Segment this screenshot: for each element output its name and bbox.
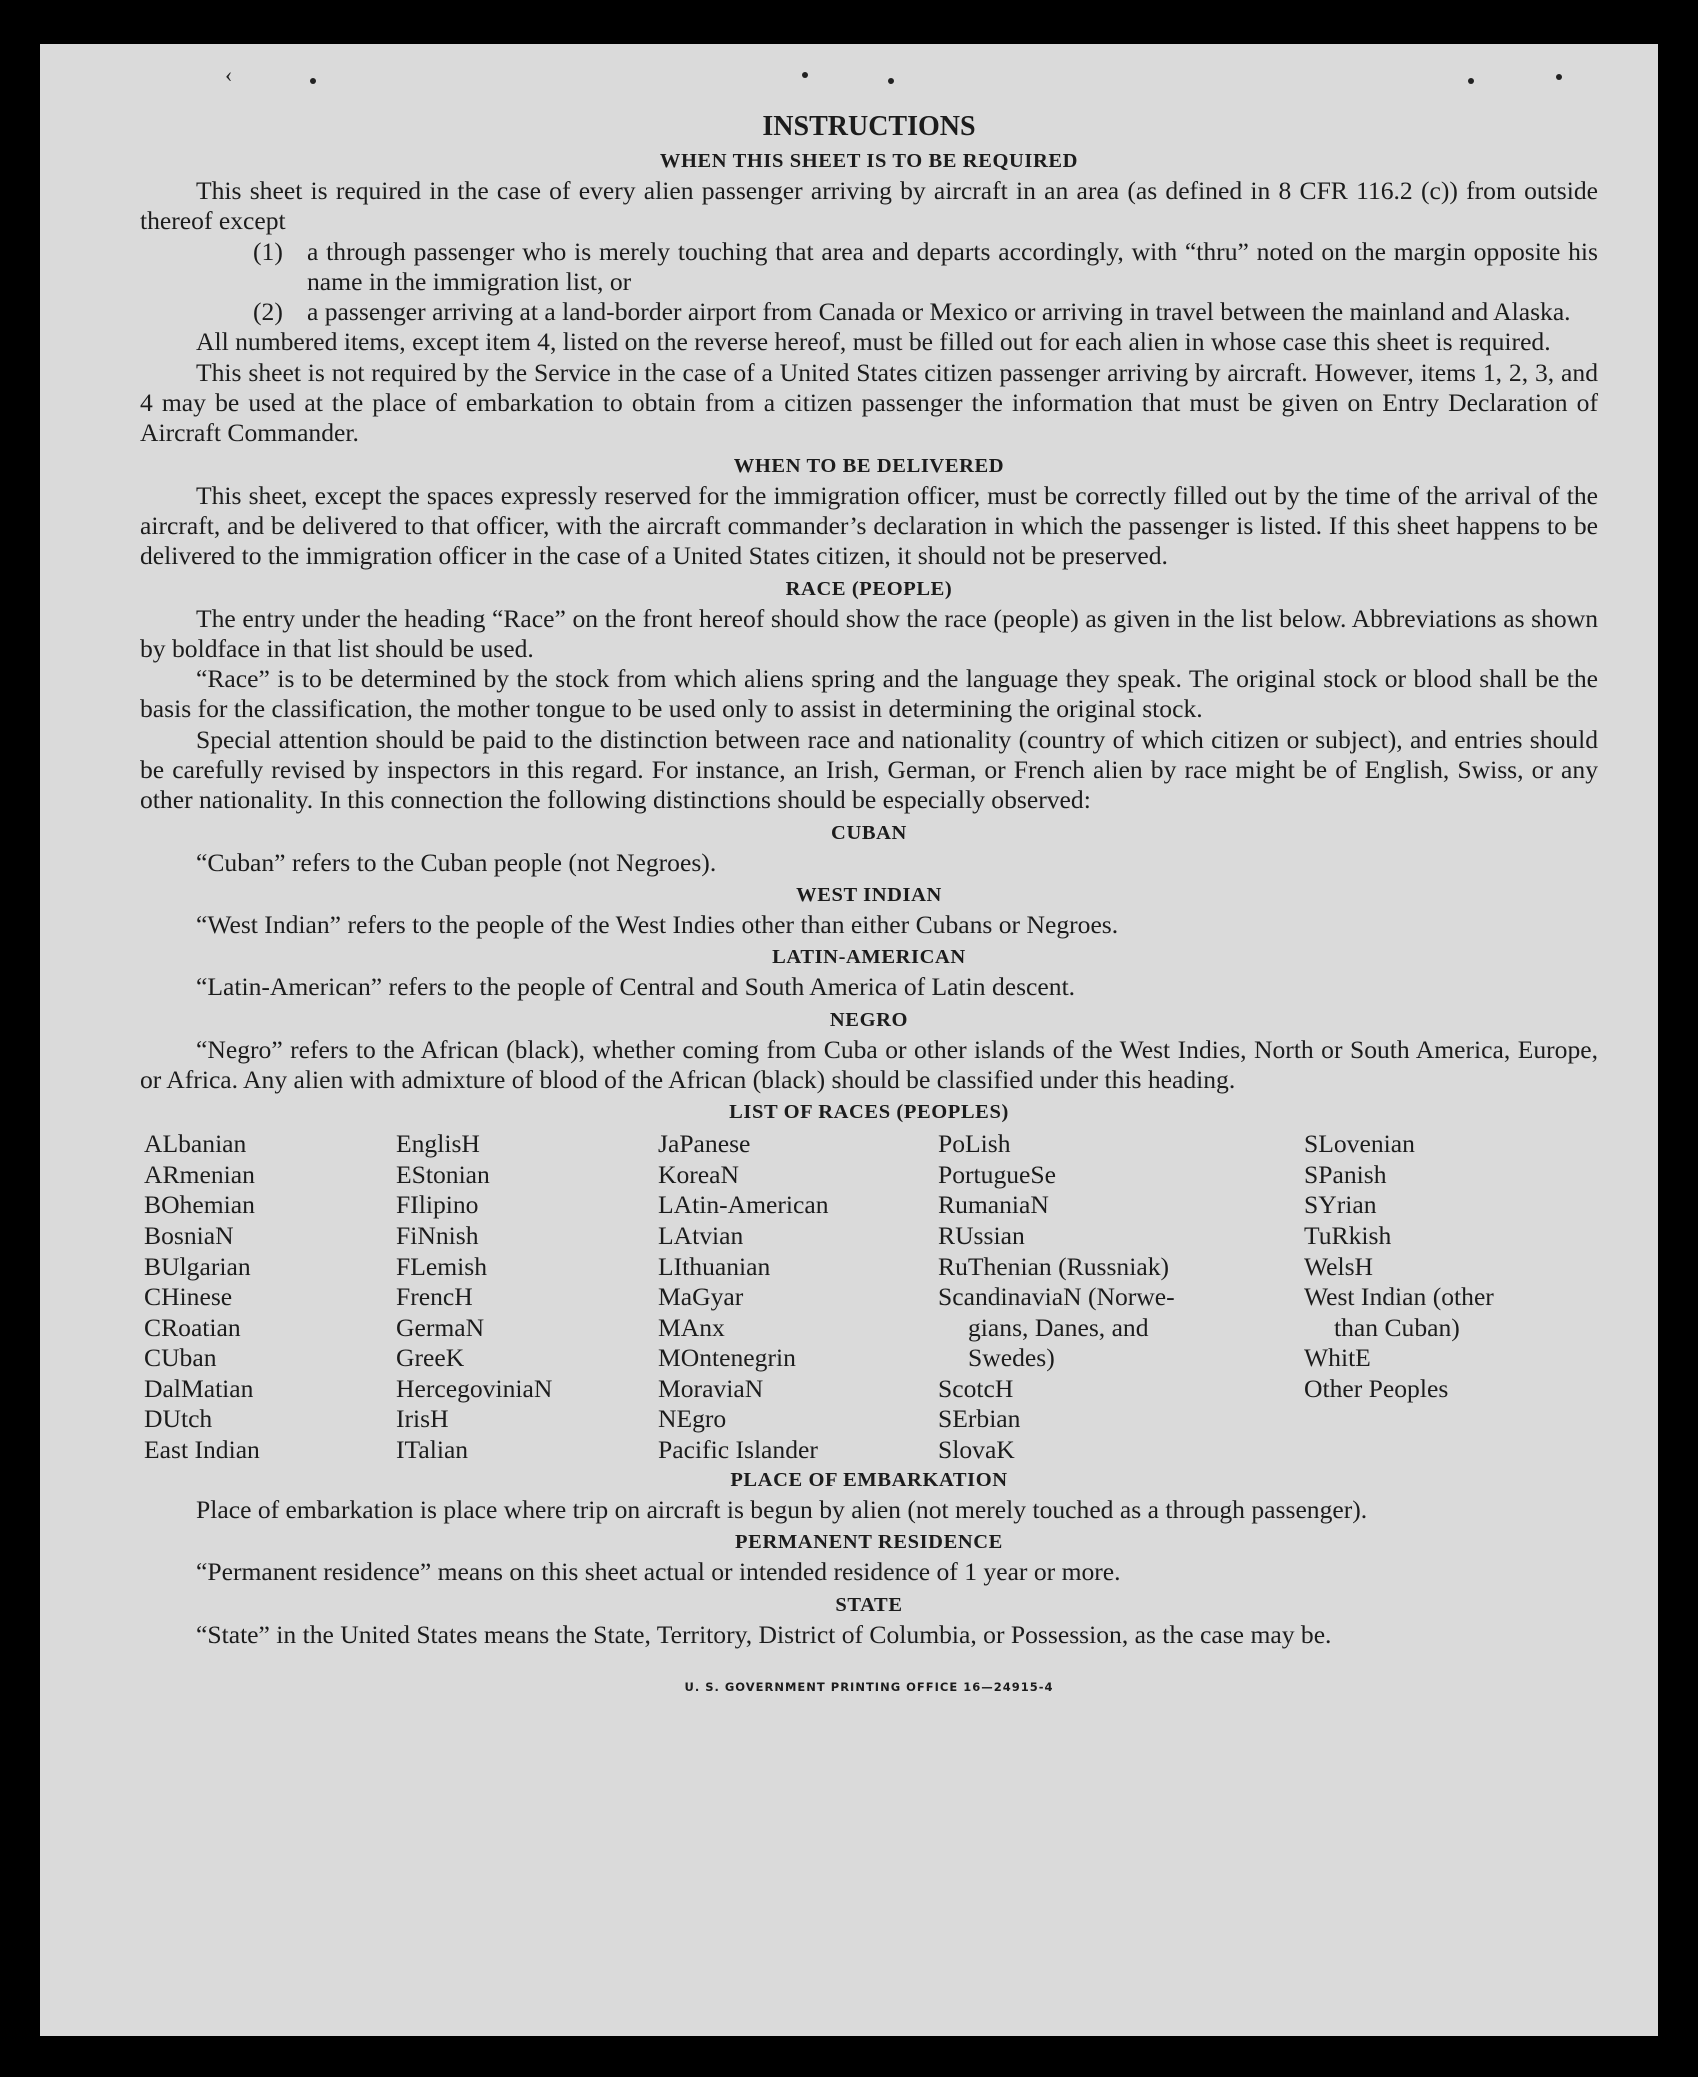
race-item: SYrian: [1304, 1190, 1377, 1220]
paragraph: This sheet, except the spaces expressly reserved for the immigration officer, must be correctly filled out by the time of the arrival of the aircraft, and be delivered to that officer, with the aircraft commander’s declaration in which the passenger is listed. If this sheet happens to be delivered to the immigration officer in the case of a United States citizen, it should not be preserved.: [140, 480, 1598, 571]
heading-when-required: WHEN THIS SHEET IS TO BE REQUIRED: [659, 150, 1079, 172]
race-item: DUtch: [144, 1404, 213, 1434]
paragraph: This sheet is required in the case of every alien passenger arriving by aircraft in an area (as defined in 8 CFR 116.2 (c)) from outside thereof except: [140, 176, 1598, 236]
race-item: SErbian: [938, 1404, 1021, 1434]
race-item: DalMatian: [144, 1373, 254, 1403]
scan-mark: ‹: [225, 62, 233, 87]
heading-state: STATE: [835, 1593, 903, 1616]
heading-when-delivered: WHEN TO BE DELIVERED: [733, 454, 1005, 477]
race-item: ALbanian: [144, 1129, 247, 1159]
race-item: MOntenegrin: [658, 1343, 796, 1373]
race-item: East Indian: [144, 1435, 260, 1465]
races-column-3: [658, 1129, 829, 1466]
race-item: ScandinaviaN (Norwe-: [938, 1282, 1175, 1312]
race-item: FLemish: [396, 1251, 488, 1281]
printer-imprint: U. S. GOVERNMENT PRINTING OFFICE 16—24915-4: [684, 1680, 1054, 1695]
heading-embarkation: PLACE OF EMBARKATION: [730, 1469, 1008, 1492]
page-title: INSTRUCTIONS: [762, 111, 976, 142]
heading-list-of-races: LIST OF RACES (PEOPLES): [729, 1101, 1009, 1124]
race-item: PoLish: [938, 1129, 1011, 1159]
scan-mark: [802, 72, 808, 78]
race-item: FIlipino: [396, 1190, 479, 1220]
race-item: West Indian (other: [1304, 1282, 1494, 1312]
race-item: EnglisH: [396, 1129, 480, 1159]
race-item: LAtin-American: [658, 1190, 829, 1220]
race-item: TuRkish: [1304, 1220, 1392, 1250]
paragraph: “Negro” refers to the African (black), whether coming from Cuba or other islands of the West Indies, North or South America, Europe, or Africa. Any alien with admixture of blood of the African (black) should be classified under this heading.: [140, 1034, 1598, 1094]
races-column-5: [1304, 1129, 1494, 1404]
race-item: ScotcH: [938, 1373, 1014, 1403]
race-item: JaPanese: [658, 1129, 751, 1159]
race-item: ARmenian: [144, 1159, 255, 1189]
race-item: MaGyar: [658, 1282, 744, 1312]
race-item: CHinese: [144, 1282, 233, 1312]
race-item: BOhemian: [144, 1190, 255, 1220]
paragraph: All numbered items, except item 4, listed on the reverse hereof, must be filled out for each alien in whose case this sheet is required.: [196, 327, 1551, 357]
paragraph: Place of embarkation is place where trip on aircraft is begun by alien (not merely touched as a through passenger).: [196, 1495, 1368, 1525]
race-item: RUssian: [938, 1220, 1025, 1250]
race-item: HercegoviniaN: [396, 1373, 553, 1403]
heading-latin-american: LATIN-AMERICAN: [772, 946, 966, 969]
race-item: SPanish: [1304, 1159, 1387, 1189]
race-item: GreeK: [396, 1343, 465, 1373]
race-item: PortugueSe: [938, 1159, 1057, 1189]
scan-mark: [310, 78, 316, 84]
paragraph: “State” in the United States means the State, Territory, District of Columbia, or Possession, as the case may be.: [196, 1619, 1332, 1649]
race-item: BUlgarian: [144, 1251, 251, 1281]
race-item: LIthuanian: [658, 1251, 771, 1281]
paragraph: The entry under the heading “Race” on the front hereof should show the race (people) as given in the list below. Abbreviations as shown by boldface in that list should be used.: [140, 603, 1598, 663]
item-number: (2): [253, 297, 283, 327]
scan-mark: [1468, 78, 1474, 84]
race-item: FrencH: [396, 1282, 473, 1312]
race-item: FiNnish: [396, 1220, 479, 1250]
race-item: KoreaN: [658, 1159, 740, 1189]
race-item: SLovenian: [1304, 1129, 1415, 1159]
heading-cuban: CUBAN: [831, 821, 907, 844]
paragraph: Special attention should be paid to the distinction between race and nationality (country of which citizen or subject), and entries should be carefully revised by inspectors in this regard. For instance, an Irish, German, or French alien by race might be of English, Swiss, or any other nationality. In this connection the following distinctions should be especially observed:: [140, 724, 1598, 815]
race-item: EStonian: [396, 1159, 490, 1189]
heading-negro: NEGRO: [829, 1008, 909, 1031]
scan-mark: [888, 78, 894, 84]
race-item: CRoatian: [144, 1312, 241, 1342]
list-item: [140, 237, 1598, 298]
list-item: [140, 297, 1598, 327]
heading-west-indian: WEST INDIAN: [796, 883, 942, 906]
races-column-4: [938, 1129, 1175, 1466]
race-item: NEgro: [658, 1404, 727, 1434]
race-item: MoraviaN: [658, 1373, 764, 1403]
paragraph: This sheet is not required by the Service in the case of a United States citizen passenger arriving by aircraft. However, items 1, 2, 3, and 4 may be used at the place of embarkation to obtain from a citizen passenger the information that must be given on Entry Declaration of Aircraft Commander.: [140, 357, 1598, 448]
race-item: gians, Danes, and: [968, 1312, 1149, 1342]
document-page: [40, 44, 1658, 2036]
item-text: a through passenger who is merely touching that area and departs accordingly, with “thru” noted on the margin opposite his name in the immigration list, or: [307, 236, 1598, 296]
race-item: IrisH: [396, 1404, 449, 1434]
item-number: (1): [253, 236, 283, 266]
race-item: than Cuban): [1334, 1312, 1460, 1342]
race-item: RuThenian (Russniak): [938, 1251, 1170, 1281]
race-item: WelsH: [1304, 1251, 1374, 1281]
race-item: GermaN: [396, 1312, 485, 1342]
race-item: MAnx: [658, 1312, 725, 1342]
race-item: BosniaN: [144, 1220, 234, 1250]
race-item: SlovaK: [938, 1435, 1015, 1465]
race-item: LAtvian: [658, 1220, 744, 1250]
scan-mark: [1556, 74, 1562, 80]
paragraph: “West Indian” refers to the people of the West Indies other than either Cubans or Negroes.: [196, 909, 1119, 939]
races-column-1: [144, 1129, 260, 1466]
race-item: Swedes): [968, 1343, 1055, 1373]
race-item: RumaniaN: [938, 1190, 1049, 1220]
item-text: a passenger arriving at a land-border airport from Canada or Mexico or arriving in travel between the mainland and Alaska.: [307, 297, 1571, 327]
paragraph: “Race” is to be determined by the stock from which aliens spring and the language they speak. The original stock or blood shall be the basis for the classification, the mother tongue to be used only to assist in determining the original stock.: [140, 664, 1598, 724]
race-item: Other Peoples: [1304, 1373, 1449, 1403]
race-item: CUban: [144, 1343, 217, 1373]
heading-residence: PERMANENT RESIDENCE: [735, 1531, 1003, 1554]
races-column-2: [396, 1129, 552, 1466]
race-item: Pacific Islander: [658, 1435, 818, 1465]
heading-race: RACE (PEOPLE): [785, 577, 953, 600]
race-item: ITalian: [396, 1435, 469, 1465]
races-list: [140, 1129, 1598, 1463]
paragraph: “Permanent residence” means on this sheet actual or intended residence of 1 year or more.: [196, 1557, 1121, 1587]
race-item: WhitE: [1304, 1343, 1371, 1373]
paragraph: “Latin-American” refers to the people of Central and South America of Latin descent.: [196, 972, 1076, 1002]
instructions-body: [140, 110, 1598, 1702]
paragraph: “Cuban” refers to the Cuban people (not Negroes).: [196, 847, 717, 877]
